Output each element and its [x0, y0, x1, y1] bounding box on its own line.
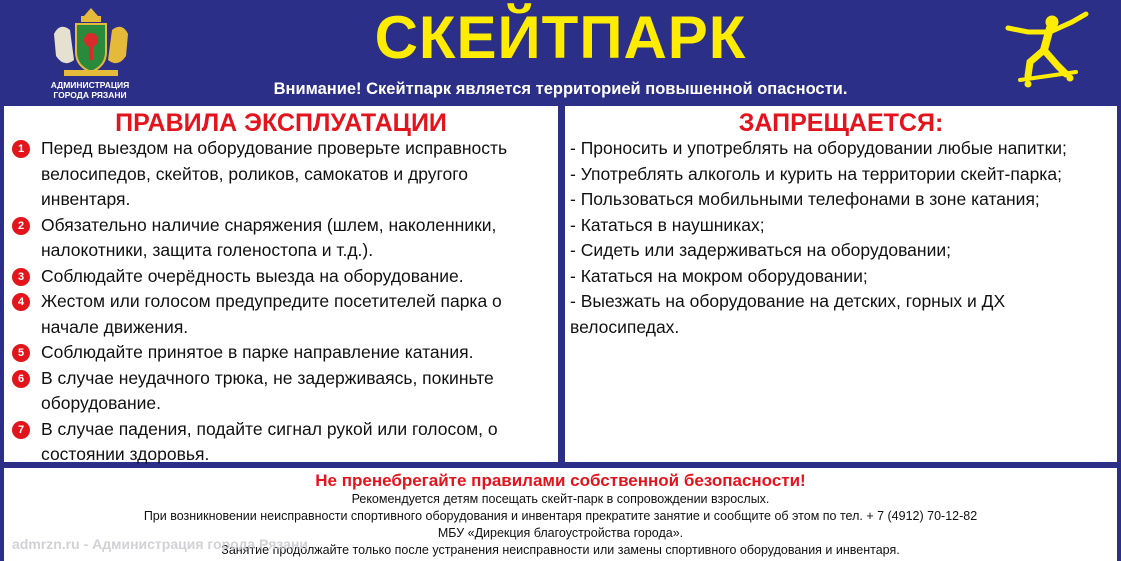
list-item: - Кататься в наушниках;: [570, 214, 765, 235]
footer-line: При возникновении неисправности спортивного оборудования и инвентаря прекратите занятие и сообщите об этом по тел. + 7 (4912) 70-12-82: [143, 509, 978, 523]
rules-list: [12, 136, 557, 468]
rule-text: В случае падения, подайте сигнал рукой или голосом, о состоянии здоровья.: [41, 418, 498, 464]
list-item: - Кататься на мокром оборудовании;: [570, 265, 868, 286]
safety-warning: Не пренебрегайте правилами собственной безопасности!: [315, 471, 806, 490]
footer-line: Рекомендуется детям посещать скейт-парк в сопровождении взрослых.: [351, 492, 770, 506]
rule-text: Соблюдайте очерёдность выезда на оборудование.: [41, 265, 464, 286]
forbidden-panel: [565, 106, 1117, 462]
watermark: admrzn.ru - Администрация города Рязани: [12, 536, 309, 552]
number-badge: 7: [12, 421, 30, 439]
number-badge: 2: [12, 217, 30, 235]
list-item: - Пользоваться мобильными телефонами в зоне катания;: [570, 189, 1040, 209]
skater-icon: [1000, 10, 1090, 100]
rules-panel: [4, 106, 558, 462]
rule-text: Жестом или голосом предупредите посетителей парка о начале движения.: [41, 291, 502, 337]
rule-text: Обязательно наличие снаряжения (шлем, наколенники, налокотники, защита голеностопа и т.д.).: [41, 214, 497, 260]
forbidden-title: ЗАПРЕЩАЕТСЯ:: [738, 109, 944, 137]
list-item: [12, 136, 557, 213]
footer-line: Занятие продолжайте только после устранения неисправности или замены спортивного оборудования и инвентаря.: [221, 543, 900, 557]
rule-text: Соблюдайте принятое в парке направление катания.: [41, 342, 474, 362]
emblem-caption-line: АДМИНИСТРАЦИЯ: [50, 80, 130, 90]
header: [0, 0, 1121, 104]
list-item: - Сидеть или задерживаться на оборудовании;: [570, 240, 951, 260]
number-badge: 4: [12, 293, 30, 311]
rule-text: Перед выездом на оборудование проверьте исправность велосипедов, скейтов, роликов, самокатов и другого инвентаря.: [41, 138, 508, 209]
rule-text: В случае неудачного трюка, не задерживаясь, покиньте оборудование.: [41, 367, 494, 413]
number-badge: 1: [12, 140, 30, 158]
list-item: [12, 289, 557, 340]
footer-line: МБУ «Дирекция благоустройства города».: [437, 526, 684, 540]
list-item: [12, 366, 557, 417]
page-subtitle: Внимание! Скейтпарк является территорией повышенной опасности.: [273, 80, 848, 98]
list-item: - Употреблять алкоголь и курить на территории скейт-парка;: [570, 163, 1062, 184]
number-badge: 6: [12, 370, 30, 388]
emblem-caption-line: ГОРОДА РЯЗАНИ: [53, 90, 127, 100]
forbidden-list: [570, 136, 1115, 340]
number-badge: 3: [12, 268, 30, 286]
list-item: - Выезжать на оборудование на детских, горных и ДХ велосипедах.: [570, 291, 1006, 337]
list-item: [12, 213, 557, 264]
list-item: - Проносить и употреблять на оборудовании любые напитки;: [570, 138, 1067, 158]
number-badge: 5: [12, 344, 30, 362]
list-item: [12, 264, 557, 290]
list-item: [12, 417, 557, 468]
page-title: СКЕЙТПАРК: [374, 4, 747, 71]
list-item: [12, 340, 557, 366]
rules-title: ПРАВИЛА ЭКСПЛУАТАЦИИ: [115, 109, 447, 137]
